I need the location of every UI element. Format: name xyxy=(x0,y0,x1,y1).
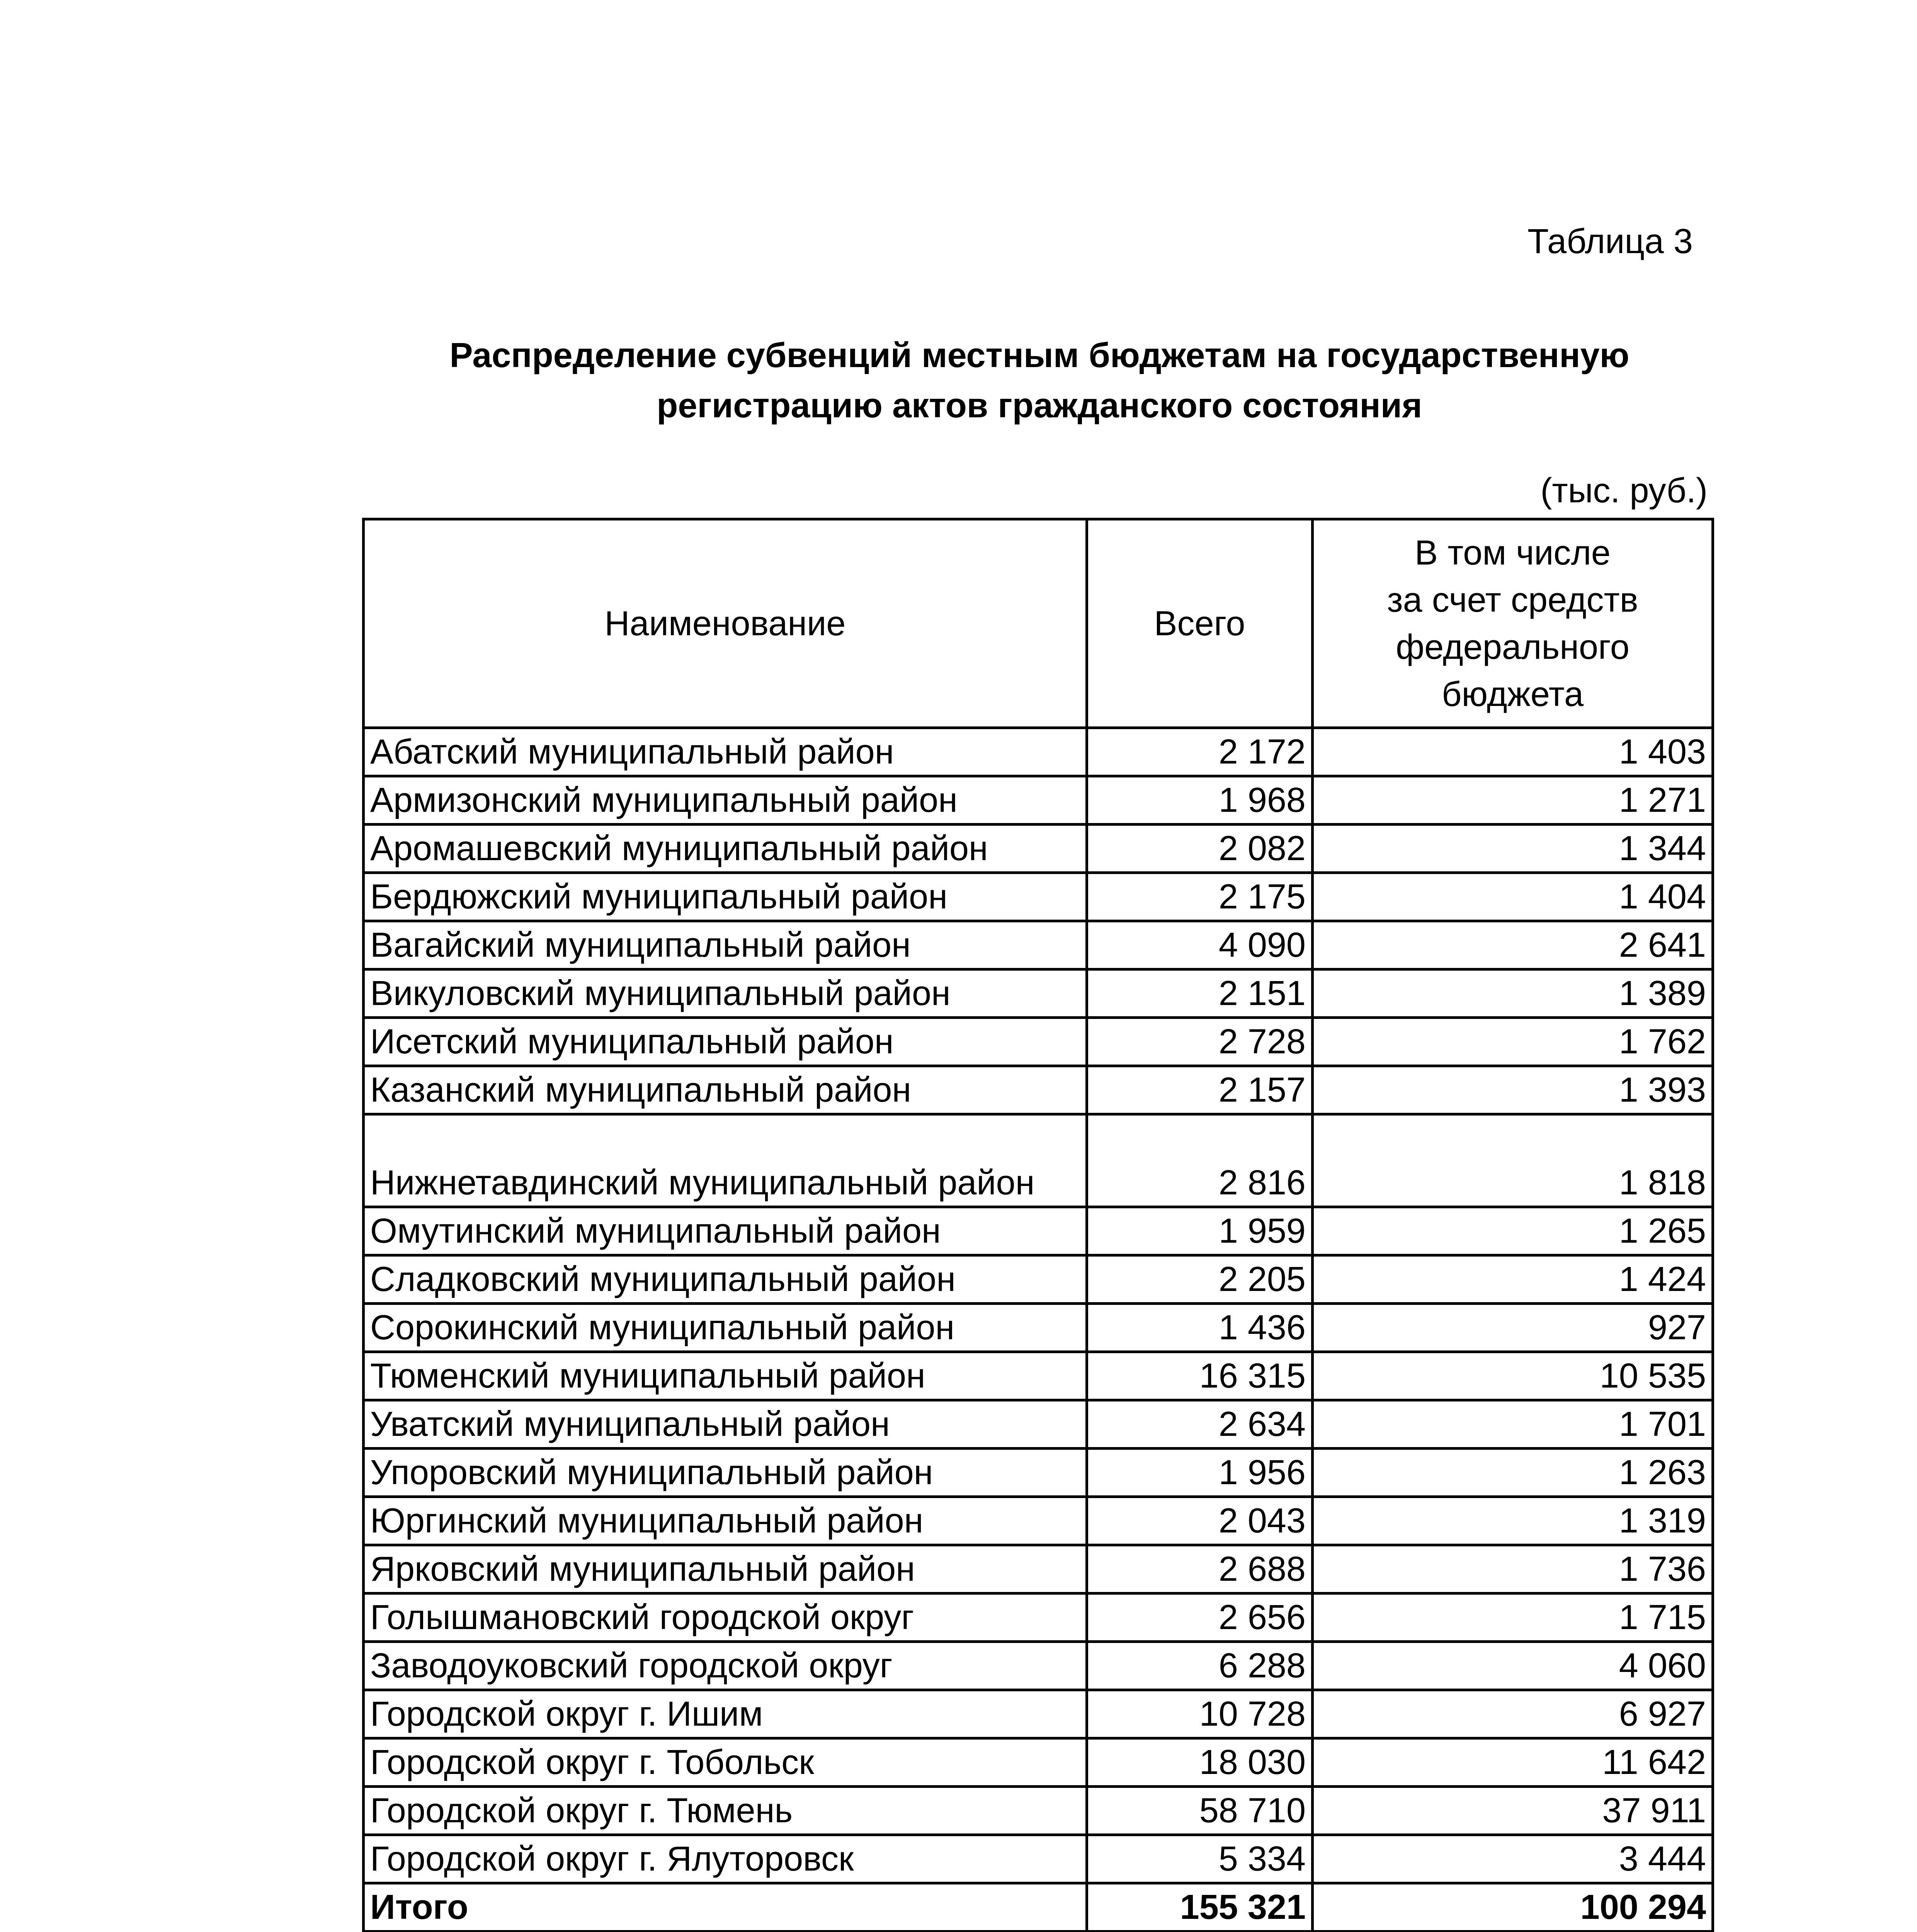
row-total: 5 334 xyxy=(1087,1835,1313,1883)
row-total: 2 634 xyxy=(1087,1400,1313,1449)
table-row xyxy=(364,1400,1713,1449)
row-name: Омутинский муниципальный район xyxy=(364,1207,1087,1255)
row-federal: 6 927 xyxy=(1313,1690,1713,1738)
column-header-federal-line: бюджета xyxy=(1441,675,1584,714)
table-row xyxy=(364,969,1713,1018)
row-federal: 1 263 xyxy=(1313,1449,1713,1497)
row-name: Викуловский муниципальный район xyxy=(364,969,1087,1018)
row-total: 1 436 xyxy=(1087,1304,1313,1352)
row-federal: 1 424 xyxy=(1313,1255,1713,1304)
table-row xyxy=(364,1787,1713,1835)
table-row xyxy=(364,1352,1713,1400)
column-header-federal-line: федерального xyxy=(1396,628,1630,667)
column-header-federal xyxy=(1313,519,1713,728)
table-row xyxy=(364,1207,1713,1255)
row-federal: 1 393 xyxy=(1313,1066,1713,1114)
row-name: Ярковский муниципальный район xyxy=(364,1545,1087,1594)
row-name: Армизонский муниципальный район xyxy=(364,776,1087,825)
row-total: 2 172 xyxy=(1087,728,1313,776)
title-line-1: Распределение субвенций местным бюджетам на государственную xyxy=(449,336,1630,375)
row-federal: 37 911 xyxy=(1313,1787,1713,1835)
table-row xyxy=(364,1835,1713,1883)
column-header-federal-line: В том числе xyxy=(1415,533,1611,572)
row-federal: 1 265 xyxy=(1313,1207,1713,1255)
table-row xyxy=(364,1738,1713,1787)
row-total: 2 656 xyxy=(1087,1594,1313,1642)
row-federal: 10 535 xyxy=(1313,1352,1713,1400)
row-name: Бердюжский муниципальный район xyxy=(364,873,1087,921)
row-federal: 1 271 xyxy=(1313,776,1713,825)
row-federal: 11 642 xyxy=(1313,1738,1713,1787)
row-total: 6 288 xyxy=(1087,1642,1313,1690)
row-name: Городской округ г. Тюмень xyxy=(364,1787,1087,1835)
row-name: Упоровский муниципальный район xyxy=(364,1449,1087,1497)
total-row xyxy=(364,1883,1713,1932)
row-federal: 1 403 xyxy=(1313,728,1713,776)
table-row xyxy=(364,1255,1713,1304)
row-name: Заводоуковский городской округ xyxy=(364,1642,1087,1690)
row-name: Городской округ г. Тобольск xyxy=(364,1738,1087,1787)
table-row xyxy=(364,1594,1713,1642)
row-total: 2 175 xyxy=(1087,873,1313,921)
row-name: Нижнетавдинский муниципальный район xyxy=(364,1114,1087,1207)
table-row xyxy=(364,1642,1713,1690)
row-name: Городской округ г. Ишим xyxy=(364,1690,1087,1738)
row-federal: 927 xyxy=(1313,1304,1713,1352)
row-name: Голышмановский городской округ xyxy=(364,1594,1087,1642)
row-federal: 1 762 xyxy=(1313,1018,1713,1066)
row-name: Сорокинский муниципальный район xyxy=(364,1304,1087,1352)
row-total: 2 151 xyxy=(1087,969,1313,1018)
row-name: Исетский муниципальный район xyxy=(364,1018,1087,1066)
row-total: 2 688 xyxy=(1087,1545,1313,1594)
table-row xyxy=(364,873,1713,921)
table-row xyxy=(364,825,1713,873)
row-name: Абатский муниципальный район xyxy=(364,728,1087,776)
row-total: 2 205 xyxy=(1087,1255,1313,1304)
row-total: 10 728 xyxy=(1087,1690,1313,1738)
row-federal: 1 319 xyxy=(1313,1497,1713,1545)
table-row xyxy=(364,1018,1713,1066)
table-row xyxy=(364,1545,1713,1594)
column-header-federal-line: за счет средств xyxy=(1387,580,1638,619)
row-total: 2 816 xyxy=(1087,1114,1313,1207)
table-row xyxy=(364,1690,1713,1738)
row-total: 1 956 xyxy=(1087,1449,1313,1497)
table-row xyxy=(364,728,1713,776)
row-federal: 1 701 xyxy=(1313,1400,1713,1449)
row-total: 2 043 xyxy=(1087,1497,1313,1545)
total-sum: 155 321 xyxy=(1087,1883,1313,1932)
table-row xyxy=(364,1304,1713,1352)
row-federal: 1 715 xyxy=(1313,1594,1713,1642)
title-line-2: регистрацию актов гражданского состояния xyxy=(657,386,1422,425)
table-row xyxy=(364,1449,1713,1497)
row-name: Юргинский муниципальный район xyxy=(364,1497,1087,1545)
row-name: Вагайский муниципальный район xyxy=(364,921,1087,969)
row-total: 18 030 xyxy=(1087,1738,1313,1787)
row-federal: 1 404 xyxy=(1313,873,1713,921)
row-total: 1 968 xyxy=(1087,776,1313,825)
row-total: 2 082 xyxy=(1087,825,1313,873)
row-total: 2 728 xyxy=(1087,1018,1313,1066)
row-total: 16 315 xyxy=(1087,1352,1313,1400)
units-note: (тыс. руб.) xyxy=(1540,471,1708,510)
row-total: 2 157 xyxy=(1087,1066,1313,1114)
table-row xyxy=(364,1497,1713,1545)
row-name: Уватский муниципальный район xyxy=(364,1400,1087,1449)
document-title xyxy=(363,330,1716,431)
table-row xyxy=(364,921,1713,969)
row-total: 58 710 xyxy=(1087,1787,1313,1835)
table-row xyxy=(364,776,1713,825)
row-name: Городской округ г. Ялуторовск xyxy=(364,1835,1087,1883)
table-number-label: Таблица 3 xyxy=(1527,222,1693,261)
row-federal: 2 641 xyxy=(1313,921,1713,969)
row-federal: 3 444 xyxy=(1313,1835,1713,1883)
total-federal: 100 294 xyxy=(1313,1883,1713,1932)
column-header-total: Всего xyxy=(1087,519,1313,728)
subventions-table xyxy=(362,518,1714,1932)
table-header-row xyxy=(364,519,1713,728)
row-federal: 1 344 xyxy=(1313,825,1713,873)
row-federal: 1 736 xyxy=(1313,1545,1713,1594)
table-row xyxy=(364,1114,1713,1207)
row-name: Сладковский муниципальный район xyxy=(364,1255,1087,1304)
row-total: 4 090 xyxy=(1087,921,1313,969)
row-federal: 1 389 xyxy=(1313,969,1713,1018)
row-name: Аромашевский муниципальный район xyxy=(364,825,1087,873)
row-federal: 1 818 xyxy=(1313,1114,1713,1207)
row-name: Тюменский муниципальный район xyxy=(364,1352,1087,1400)
row-name: Казанский муниципальный район xyxy=(364,1066,1087,1114)
table-row xyxy=(364,1066,1713,1114)
column-header-name: Наименование xyxy=(364,519,1087,728)
total-label: Итого xyxy=(364,1883,1087,1932)
row-federal: 4 060 xyxy=(1313,1642,1713,1690)
row-total: 1 959 xyxy=(1087,1207,1313,1255)
